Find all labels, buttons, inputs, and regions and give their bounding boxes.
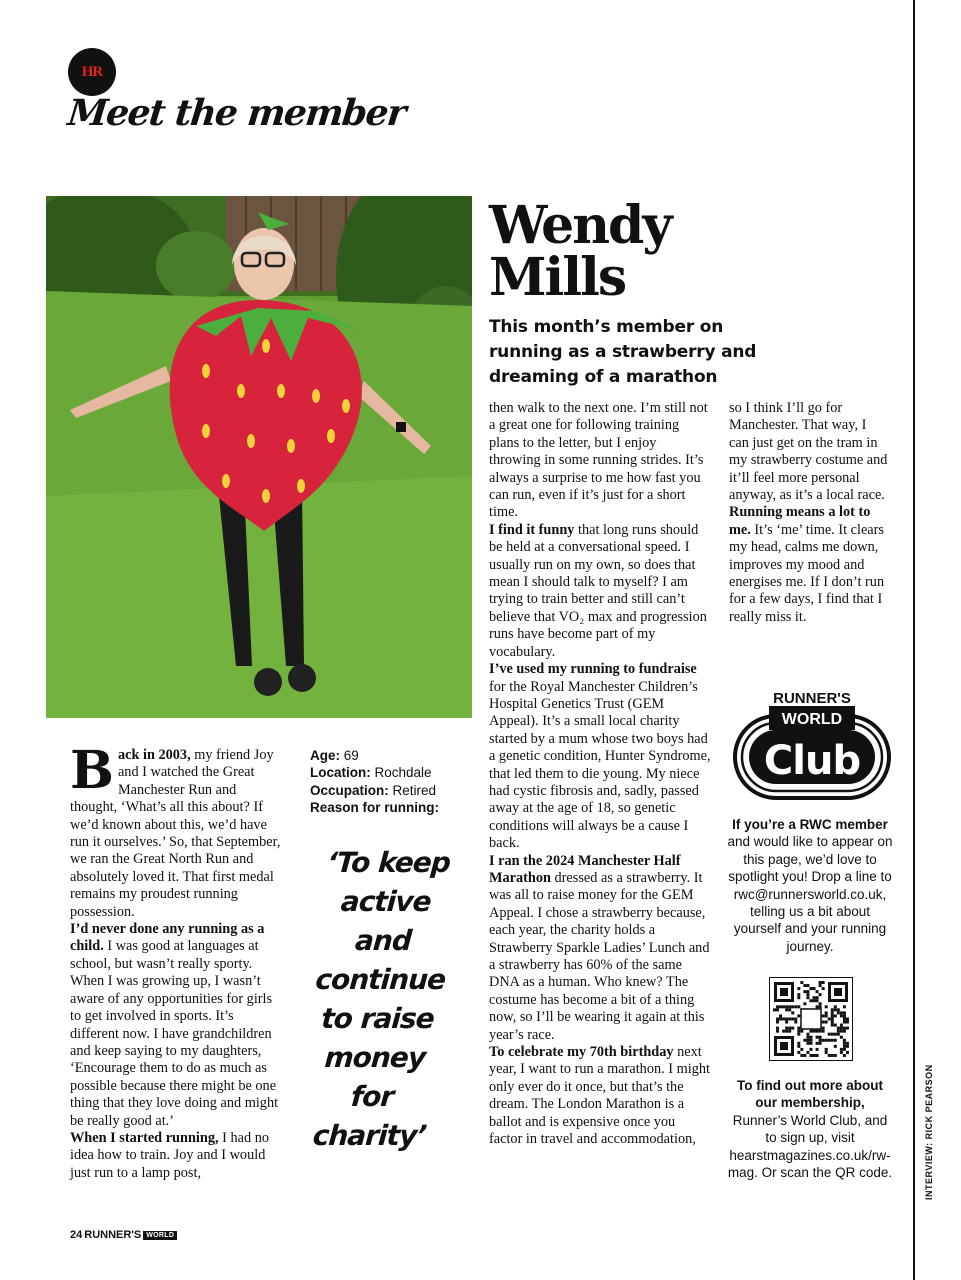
- body-column-right: [729, 400, 889, 626]
- paragraph-text: that long runs should be held at a conversational speed. I usually run on my own, so does that mean I should talk to myself? I am trying to train better and still can’t believe that VO₂ max and progression runs have become part of my vocabulary.: [489, 521, 707, 660]
- qr-module: [831, 1017, 834, 1020]
- runners-world-club-logo: [731, 690, 893, 802]
- qr-module: [846, 1042, 849, 1045]
- qr-module: [816, 1054, 819, 1057]
- qr-module: [822, 1039, 825, 1042]
- qr-module: [843, 1027, 846, 1030]
- paragraph: [489, 400, 711, 522]
- qr-module: [825, 1005, 828, 1008]
- qr-module: [788, 1008, 791, 1011]
- lead-in: ack in 2003,: [117, 747, 191, 763]
- qr-module: [843, 1005, 846, 1008]
- fact-occupation: [310, 782, 460, 799]
- paragraph: [729, 504, 889, 626]
- paragraph: [729, 400, 889, 504]
- qr-module: [773, 1008, 776, 1011]
- qr-module: [782, 1030, 785, 1033]
- body-column-middle: [489, 400, 711, 1148]
- qr-module: [803, 984, 806, 987]
- qr-module: [791, 1005, 794, 1008]
- qr-module: [776, 1027, 779, 1030]
- fact-label: Occupation:: [310, 782, 389, 798]
- qr-module: [797, 1045, 800, 1048]
- qr-module: [840, 1014, 843, 1017]
- qr-module: [803, 1002, 806, 1005]
- qr-module: [788, 1005, 791, 1008]
- member-name-first: Wendy: [489, 195, 671, 256]
- qr-module: [813, 996, 816, 999]
- lead-in: I’ve used my running to fundraise: [489, 661, 697, 678]
- qr-module: [785, 1008, 788, 1011]
- qr-module: [803, 1039, 806, 1042]
- qr-module: [837, 1011, 840, 1014]
- qr-module: [809, 987, 812, 990]
- qr-module: [797, 987, 800, 990]
- qr-module: [834, 1008, 837, 1011]
- logo-line1: RUNNER'S: [773, 690, 851, 707]
- rwc-member-callout: [727, 816, 893, 955]
- qr-module: [846, 1027, 849, 1030]
- qr-module: [822, 981, 825, 984]
- qr-module: [822, 1030, 825, 1033]
- qr-module: [828, 1054, 831, 1057]
- qr-module: [794, 1005, 797, 1008]
- qr-module: [800, 981, 803, 984]
- qr-module: [840, 1027, 843, 1030]
- qr-module: [825, 1021, 828, 1024]
- interview-credit: INTERVIEW: RICK PEARSON: [924, 1064, 934, 1200]
- qr-module: [819, 1039, 822, 1042]
- qr-module: [837, 1030, 840, 1033]
- qr-module: [831, 1021, 834, 1024]
- qr-module: [831, 1008, 834, 1011]
- qr-module: [816, 1030, 819, 1033]
- paragraph: [70, 921, 284, 1130]
- logo-line2: WORLD: [781, 711, 843, 728]
- qr-module: [843, 1021, 846, 1024]
- qr-module: [828, 1033, 831, 1036]
- qr-module: [809, 1039, 812, 1042]
- qr-module: [840, 1024, 843, 1027]
- qr-module: [794, 1021, 797, 1024]
- qr-module: [797, 1030, 800, 1033]
- qr-module: [816, 1036, 819, 1039]
- qr-module: [794, 1017, 797, 1020]
- qr-module: [834, 1005, 837, 1008]
- body-column-left: [70, 740, 284, 1182]
- callout-lead: If you’re a RWC member: [732, 817, 888, 832]
- folio-brand: RUNNER'S: [84, 1229, 142, 1241]
- qr-module: [837, 1027, 840, 1030]
- folio-tag: WORLD: [143, 1231, 177, 1240]
- qr-module: [822, 987, 825, 990]
- section-title: Meet the member: [65, 92, 407, 134]
- qr-module: [813, 999, 816, 1002]
- qr-module: [819, 981, 822, 984]
- qr-module: [831, 1039, 834, 1042]
- qr-module: [806, 1033, 809, 1036]
- qr-module: [803, 990, 806, 993]
- fact-value: Rochdale: [370, 765, 432, 781]
- qr-module: [840, 1051, 843, 1054]
- qr-module: [843, 1039, 846, 1042]
- qr-module: [846, 1045, 849, 1048]
- qr-module: [800, 1054, 803, 1057]
- qr-module: [816, 1005, 819, 1008]
- qr-module: [797, 1033, 800, 1036]
- qr-module: [846, 1017, 849, 1020]
- qr-module: [837, 1033, 840, 1036]
- qr-module: [809, 999, 812, 1002]
- qr-module: [806, 1051, 809, 1054]
- qr-module: [834, 1039, 837, 1042]
- qr-module: [785, 1021, 788, 1024]
- qr-module: [785, 1005, 788, 1008]
- hr-badge: [68, 48, 116, 96]
- qr-module: [828, 1039, 831, 1042]
- qr-module: [797, 993, 800, 996]
- qr-module: [779, 1005, 782, 1008]
- paragraph: [489, 853, 711, 1044]
- info-text: Runner’s World Club, and to sign up, visit hearstmagazines.co.uk/rw-mag. Or scan the QR code.: [727, 1112, 893, 1181]
- qr-module: [843, 1048, 846, 1051]
- paragraph: [489, 522, 711, 661]
- paragraph-text: for the Royal Manchester Children’s Hospital Genetics Trust (GEM Appeal). It’s a small local charity started by a mum whose two boys had a genetic condition, Hunter Syndrome, that led them to die young. My niece had cystic fibrosis and, sadly, passed away at the age of 18, so genetic conditions will always be a cause I back.: [489, 678, 711, 852]
- qr-module: [822, 1021, 825, 1024]
- paragraph: [70, 740, 284, 921]
- qr-module: [788, 1027, 791, 1030]
- qr-module: [825, 1039, 828, 1042]
- qr-module: [825, 1051, 828, 1054]
- qr-module: [816, 996, 819, 999]
- qr-module: [809, 1048, 812, 1051]
- paragraph: [489, 1044, 711, 1148]
- qr-module: [825, 1011, 828, 1014]
- qr-module: [776, 1005, 779, 1008]
- member-photo: [46, 196, 472, 718]
- qr-code[interactable]: [769, 977, 853, 1061]
- qr-module: [831, 1054, 834, 1057]
- qr-module: [779, 1014, 782, 1017]
- lead-in: I find it funny: [489, 521, 575, 538]
- paragraph-text: then walk to the next one. I’m still not a great one for following training plans to the letter, but I enjoy throwing in some running strides. It’s always a surprise to me how fast you can run, even if it’s just for a short time.: [489, 400, 708, 521]
- right-rule: [913, 0, 915, 1280]
- qr-module: [806, 1039, 809, 1042]
- qr-module: [819, 993, 822, 996]
- qr-module: [834, 1024, 837, 1027]
- qr-module: [843, 1030, 846, 1033]
- qr-module: [800, 1030, 803, 1033]
- qr-module: [806, 984, 809, 987]
- fact-age: [310, 747, 460, 764]
- page-folio: [70, 1229, 177, 1241]
- fact-label: Age:: [310, 748, 340, 763]
- paragraph-text: next year, I want to run a marathon. I might only ever do it once, but that’s the dream. The London Marathon is a ballot and is expensive once you factor in travel and accommodation,: [489, 1044, 710, 1148]
- qr-module: [843, 1054, 846, 1057]
- qr-module: [800, 1048, 803, 1051]
- page-number: 24: [70, 1229, 83, 1241]
- qr-module: [834, 1045, 837, 1048]
- qr-module: [806, 1036, 809, 1039]
- qr-module: [803, 1054, 806, 1057]
- paragraph-text: I had no idea how to train. Joy and I would just run to a lamp post,: [70, 1129, 269, 1181]
- qr-module: [797, 1042, 800, 1045]
- qr-module: [809, 1036, 812, 1039]
- qr-module: [834, 1054, 837, 1057]
- lead-in: To celebrate my 70th birthday: [489, 1044, 674, 1061]
- qr-module: [819, 1036, 822, 1039]
- qr-module: [846, 1021, 849, 1024]
- qr-module: [791, 1027, 794, 1030]
- qr-module: [785, 1017, 788, 1020]
- fact-label: Location:: [310, 765, 371, 781]
- qr-module: [797, 1014, 800, 1017]
- qr-module: [813, 987, 816, 990]
- qr-module: [843, 1011, 846, 1014]
- qr-module: [797, 1027, 800, 1030]
- paragraph-text: I was good at languages at school, but wasn’t really sporty. When I was growing up, I wasn’t aware of any opportunities for girls to get involved in sports. It’s different now. I have grandchildren and keep saying to my daughters, ‘Encourage them to do as much as possible because there might be one thing that they love doing and might be really good at.’: [70, 938, 279, 1129]
- qr-module: [819, 1002, 822, 1005]
- qr-module: [819, 1030, 822, 1033]
- qr-module: [816, 990, 819, 993]
- qr-module: [819, 1042, 822, 1045]
- hr-badge-text: HR: [81, 63, 103, 80]
- qr-module: [834, 1033, 837, 1036]
- qr-module: [843, 1042, 846, 1045]
- qr-module: [831, 1033, 834, 1036]
- qr-module: [806, 993, 809, 996]
- qr-module: [797, 1005, 800, 1008]
- qr-module: [840, 1011, 843, 1014]
- qr-module: [843, 1045, 846, 1048]
- member-name: [489, 195, 749, 308]
- fact-location: [310, 764, 460, 781]
- member-name-last: Mills: [489, 247, 626, 308]
- lead-in: When I started running,: [70, 1129, 219, 1146]
- qr-module: [831, 1011, 834, 1014]
- info-lead: To find out more about our membership,: [737, 1078, 883, 1111]
- qr-module: [776, 1017, 779, 1020]
- qr-module: [806, 1042, 809, 1045]
- paragraph: [489, 661, 711, 852]
- qr-module: [834, 1014, 837, 1017]
- qr-module: [840, 1048, 843, 1051]
- qr-module: [776, 1030, 779, 1033]
- drop-cap: B: [70, 740, 114, 801]
- membership-info: [727, 1077, 893, 1181]
- fact-reason: [310, 799, 460, 816]
- qr-module: [806, 996, 809, 999]
- qr-module: [809, 1054, 812, 1057]
- callout-text: and would like to appear on this page, we’d love to spotlight you! Drop a line to rwc@runnersworld.co.uk, telling us a bit about yourself and your running journey.: [727, 834, 893, 954]
- qr-module: [840, 1030, 843, 1033]
- qr-module: [843, 1017, 846, 1020]
- qr-module: [825, 1048, 828, 1051]
- qr-module: [816, 1048, 819, 1051]
- qr-module: [809, 1042, 812, 1045]
- qr-module: [809, 1030, 812, 1033]
- fact-box: [310, 747, 460, 817]
- paragraph-text: my friend Joy and I watched the Great Manchester Run and thought, ‘What’s all this about? If we’d known about this, we’d have run it ourselves.’ So, that September, we ran the Great North Run and absolutely loved it. That first medal remains my proudest running possession.: [70, 747, 281, 920]
- lead-in: Running means a lot to me.: [729, 504, 871, 538]
- qr-module: [776, 1021, 779, 1024]
- qr-module: [782, 1005, 785, 1008]
- fact-value: 69: [340, 748, 359, 763]
- qr-module: [788, 1017, 791, 1020]
- qr-module: [846, 1051, 849, 1054]
- lead-in: I’d never done any running as a child.: [70, 921, 265, 955]
- qr-module: [813, 1030, 816, 1033]
- paragraph-text: dressed as a strawberry. It was all to raise money for the GEM Appeal. I chose a strawberry because, each year, the charity holds a Strawberry Sparkle Ladies’ Lunch and a strawberry has 60% of the same DNA as a human. Who knew? The costume has become a bit of a thing now, so I’ll be wearing it again at this year’s race.: [489, 869, 710, 1043]
- qr-module: [816, 1042, 819, 1045]
- logo-line3: Club: [763, 738, 861, 784]
- paragraph-text: It’s ‘me’ time. It clears my head, calms me down, improves my mood and energises me. If I don’t run for a few days, I find that I really miss it.: [729, 521, 885, 625]
- qr-module: [797, 1051, 800, 1054]
- qr-module: [825, 1014, 828, 1017]
- qr-module: [843, 1014, 846, 1017]
- qr-module: [788, 1030, 791, 1033]
- qr-module: [822, 1014, 825, 1017]
- qr-module: [797, 996, 800, 999]
- qr-module: [819, 1005, 822, 1008]
- qr-module: [806, 990, 809, 993]
- qr-module: [791, 1011, 794, 1014]
- qr-module: [819, 984, 822, 987]
- qr-module: [785, 1030, 788, 1033]
- fact-value: Retired: [388, 782, 437, 798]
- pull-quote: ‘To keep active and continue to raise money for charity’: [311, 846, 452, 1152]
- paragraph: [70, 1130, 284, 1182]
- qr-module: [837, 1008, 840, 1011]
- qr-module: [828, 1017, 831, 1020]
- qr-module: [816, 999, 819, 1002]
- qr-module: [782, 1017, 785, 1020]
- paragraph-text: so I think I’ll go for Manchester. That way, I can just get on the tram in my strawberry costume and it’ll feel more personal anyway, as it’s a local race.: [729, 400, 888, 504]
- qr-module: [776, 1008, 779, 1011]
- qr-module: [831, 1014, 834, 1017]
- qr-module: [779, 1017, 782, 1020]
- qr-module: [785, 1027, 788, 1030]
- lead-in: I ran the 2024 Manchester Half Marathon: [489, 852, 681, 886]
- qr-module: [831, 1024, 834, 1027]
- qr-module: [813, 1054, 816, 1057]
- strapline: This month’s member on running as a strawberry and dreaming of a marathon: [489, 317, 757, 387]
- qr-module: [840, 1036, 843, 1039]
- fact-label: Reason for running:: [310, 800, 439, 816]
- qr-module: [791, 1017, 794, 1020]
- qr-module: [822, 1027, 825, 1030]
